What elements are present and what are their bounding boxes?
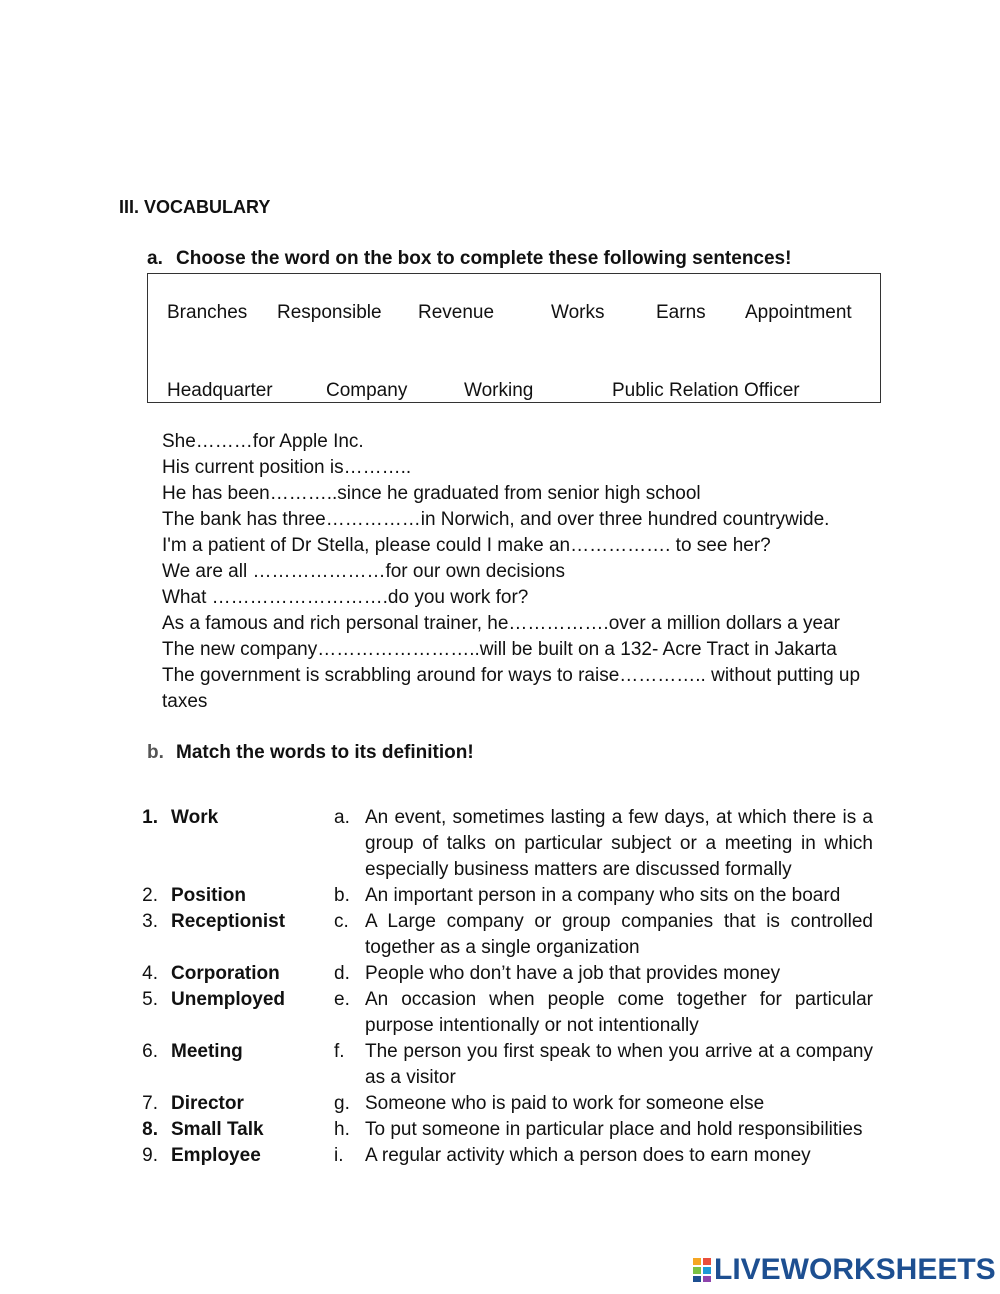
sentence-text: The bank has three……………in Norwich, and over three hundred countrywide. — [162, 509, 830, 530]
definition-text: An occasion when people come together for particular purpose intentionally or not intentionally — [365, 989, 873, 1036]
matching-row — [0, 1039, 1000, 1091]
matching-word: Work — [171, 807, 219, 828]
word-box-item: Working — [464, 380, 534, 401]
definition-letter: e. — [334, 989, 350, 1010]
matching-number: 6. — [142, 1041, 158, 1062]
part-a-letter: a. — [147, 248, 163, 269]
matching-row — [0, 987, 1000, 1039]
matching-word: Receptionist — [171, 911, 286, 932]
matching-word: Director — [171, 1093, 244, 1114]
matching-number: 8. — [142, 1119, 158, 1140]
definition-letter: a. — [334, 807, 350, 828]
word-box-item: Earns — [656, 302, 706, 323]
part-b-letter: b. — [147, 742, 164, 763]
word-box-item: Appointment — [745, 302, 852, 323]
matching-word: Position — [171, 885, 246, 906]
matching-row — [0, 1117, 1000, 1143]
part-b-heading — [147, 742, 474, 764]
matching-number: 5. — [142, 989, 158, 1010]
matching-row — [0, 883, 1000, 909]
part-b-instruction: Match the words to its definition! — [176, 742, 474, 763]
sentence-text: He has been………..since he graduated from senior high school — [162, 483, 701, 504]
word-box-item: Branches — [167, 302, 248, 323]
definition-letter: c. — [334, 911, 349, 932]
matching-row — [0, 805, 1000, 883]
matching-row — [0, 1143, 1000, 1169]
word-box-item: Works — [551, 302, 605, 323]
part-a-heading — [147, 248, 791, 270]
sentence-text: As a famous and rich personal trainer, he…………….over a million dollars a year — [162, 613, 840, 634]
sentence-text: She………for Apple Inc. — [162, 431, 364, 452]
definition-letter: f. — [334, 1041, 345, 1062]
word-box-item: Headquarter — [167, 380, 273, 401]
definition-letter: b. — [334, 885, 350, 906]
definition-text: The person you first speak to when you arrive at a company as a visitor — [365, 1041, 873, 1088]
sentence-text: We are all …………………for our own decisions — [162, 561, 565, 582]
matching-number: 9. — [142, 1145, 158, 1166]
liveworksheets-logo-icon — [692, 1257, 712, 1283]
matching-number: 4. — [142, 963, 158, 984]
matching-number: 3. — [142, 911, 158, 932]
sentence-text: The new company……………………..will be built on a 132- Acre Tract in Jakarta — [162, 639, 837, 660]
definition-text: To put someone in particular place and hold responsibilities — [365, 1119, 863, 1140]
matching-word: Small Talk — [171, 1119, 264, 1140]
definition-text: Someone who is paid to work for someone else — [365, 1093, 765, 1114]
word-box-item: Responsible — [277, 302, 382, 323]
liveworksheets-brand: LIVEWORKSHEETS — [714, 1253, 996, 1286]
sentence-text: His current position is……….. — [162, 457, 412, 478]
definition-text: A Large company or group companies that is controlled together as a single organization — [365, 911, 873, 958]
liveworksheets-logo — [692, 1254, 996, 1286]
definition-text: People who don’t have a job that provides money — [365, 963, 781, 984]
definition-text: A regular activity which a person does to earn money — [365, 1145, 811, 1166]
matching-list — [0, 805, 1000, 1169]
matching-number: 2. — [142, 885, 158, 906]
sentence-text: What ……………………….do you work for? — [162, 587, 529, 608]
word-box — [147, 273, 881, 403]
matching-row — [0, 1091, 1000, 1117]
matching-word: Employee — [171, 1145, 261, 1166]
definition-letter: g. — [334, 1093, 350, 1114]
matching-word: Meeting — [171, 1041, 243, 1062]
definition-letter: h. — [334, 1119, 350, 1140]
definition-text: An important person in a company who sits on the board — [365, 885, 841, 906]
part-a-instruction: Choose the word on the box to complete these following sentences! — [176, 248, 792, 269]
definition-text: An event, sometimes lasting a few days, at which there is a group of talks on particular subject or a meeting in which especially business matters are discussed formally — [365, 807, 873, 880]
matching-word: Corporation — [171, 963, 280, 984]
matching-number: 7. — [142, 1093, 158, 1114]
section-title: III. VOCABULARY — [119, 197, 271, 217]
word-box-item: Company — [326, 380, 408, 401]
definition-letter: d. — [334, 963, 350, 984]
matching-word: Unemployed — [171, 989, 286, 1010]
sentence-text: The government is scrabbling around for ways to raise………….. without putting up taxes — [162, 665, 861, 712]
word-box-item: Revenue — [418, 302, 495, 323]
word-box-item: Public Relation Officer — [612, 380, 800, 401]
definition-letter: i. — [334, 1145, 344, 1166]
matching-row — [0, 961, 1000, 987]
sentence-text: I'm a patient of Dr Stella, please could I make an……………. to see her? — [162, 535, 771, 556]
matching-number: 1. — [142, 807, 158, 828]
matching-row — [0, 909, 1000, 961]
